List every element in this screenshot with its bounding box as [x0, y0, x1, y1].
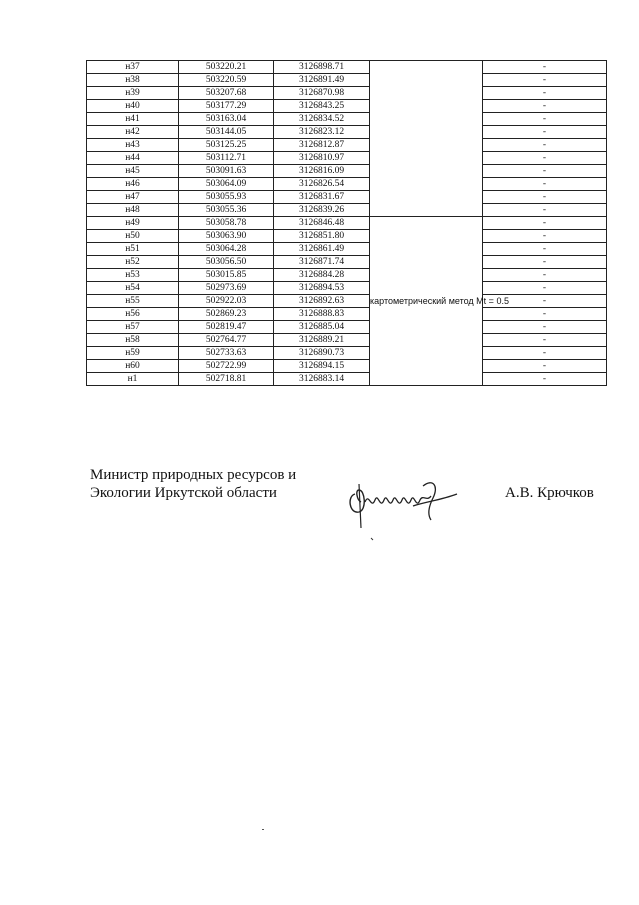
accuracy-mark-cell: - — [483, 256, 607, 269]
x-coordinate-cell: 503220.21 — [179, 61, 274, 74]
accuracy-mark-cell: - — [483, 126, 607, 139]
point-name-cell: н57 — [87, 321, 179, 334]
point-name-cell: н44 — [87, 152, 179, 165]
accuracy-mark-cell: - — [483, 204, 607, 217]
point-name-cell: н38 — [87, 74, 179, 87]
table-row — [87, 269, 607, 282]
accuracy-mark-cell: - — [483, 282, 607, 295]
point-name-cell: н59 — [87, 347, 179, 360]
table-row — [87, 243, 607, 256]
table-row — [87, 165, 607, 178]
y-coordinate-cell: 3126894.15 — [274, 360, 370, 373]
point-name-cell: н54 — [87, 282, 179, 295]
x-coordinate-cell: 502764.77 — [179, 334, 274, 347]
x-coordinate-cell: 503144.05 — [179, 126, 274, 139]
y-coordinate-cell: 3126884.28 — [274, 269, 370, 282]
accuracy-mark-cell: - — [483, 373, 607, 386]
table-row — [87, 87, 607, 100]
point-name-cell: н53 — [87, 269, 179, 282]
accuracy-mark-cell: - — [483, 295, 607, 308]
point-name-cell: н42 — [87, 126, 179, 139]
y-coordinate-cell: 3126810.97 — [274, 152, 370, 165]
x-coordinate-cell: 503055.93 — [179, 191, 274, 204]
x-coordinate-cell: 502973.69 — [179, 282, 274, 295]
x-coordinate-cell: 503091.63 — [179, 165, 274, 178]
y-coordinate-cell: 3126834.52 — [274, 113, 370, 126]
point-name-cell: н45 — [87, 165, 179, 178]
y-coordinate-cell: 3126870.98 — [274, 87, 370, 100]
y-coordinate-cell: 3126890.73 — [274, 347, 370, 360]
x-coordinate-cell: 503163.04 — [179, 113, 274, 126]
point-name-cell: н46 — [87, 178, 179, 191]
x-coordinate-cell: 502869.23 — [179, 308, 274, 321]
y-coordinate-cell: 3126885.04 — [274, 321, 370, 334]
table-row — [87, 295, 607, 308]
table-row — [87, 282, 607, 295]
accuracy-mark-cell: - — [483, 113, 607, 126]
accuracy-mark-cell: - — [483, 334, 607, 347]
table-row — [87, 178, 607, 191]
point-name-cell: н55 — [87, 295, 179, 308]
accuracy-mark-cell: - — [483, 87, 607, 100]
accuracy-mark-cell: - — [483, 217, 607, 230]
table-row — [87, 139, 607, 152]
x-coordinate-cell: 502722.99 — [179, 360, 274, 373]
x-coordinate-cell: 503058.78 — [179, 217, 274, 230]
x-coordinate-cell: 503207.68 — [179, 87, 274, 100]
method-cell-empty — [370, 61, 483, 217]
table-row — [87, 230, 607, 243]
y-coordinate-cell: 3126846.48 — [274, 217, 370, 230]
x-coordinate-cell: 503220.59 — [179, 74, 274, 87]
table-row — [87, 100, 607, 113]
table-row — [87, 373, 607, 386]
point-name-cell: н56 — [87, 308, 179, 321]
table-row — [87, 360, 607, 373]
point-name-cell: н1 — [87, 373, 179, 386]
x-coordinate-cell: 503064.09 — [179, 178, 274, 191]
point-name-cell: н48 — [87, 204, 179, 217]
point-name-cell: н52 — [87, 256, 179, 269]
x-coordinate-cell: 502922.03 — [179, 295, 274, 308]
accuracy-mark-cell: - — [483, 347, 607, 360]
point-name-cell: н51 — [87, 243, 179, 256]
y-coordinate-cell: 3126839.26 — [274, 204, 370, 217]
x-coordinate-cell: 503064.28 — [179, 243, 274, 256]
scan-speck — [262, 829, 264, 830]
point-name-cell: н43 — [87, 139, 179, 152]
x-coordinate-cell: 502819.47 — [179, 321, 274, 334]
accuracy-mark-cell: - — [483, 178, 607, 191]
x-coordinate-cell: 503015.85 — [179, 269, 274, 282]
x-coordinate-cell: 502718.81 — [179, 373, 274, 386]
accuracy-mark-cell: - — [483, 100, 607, 113]
accuracy-mark-cell: - — [483, 191, 607, 204]
table-row — [87, 204, 607, 217]
accuracy-mark-cell: - — [483, 269, 607, 282]
signer-name: А.В. Крючков — [505, 485, 594, 501]
y-coordinate-cell: 3126812.87 — [274, 139, 370, 152]
point-name-cell: н40 — [87, 100, 179, 113]
y-coordinate-cell: 3126861.49 — [274, 243, 370, 256]
table-row — [87, 308, 607, 321]
y-coordinate-cell: 3126898.71 — [274, 61, 370, 74]
y-coordinate-cell: 3126851.80 — [274, 230, 370, 243]
table-row — [87, 217, 607, 230]
position-line-2: Экологии Иркутской области — [90, 485, 277, 501]
x-coordinate-cell: 503125.25 — [179, 139, 274, 152]
point-name-cell: н50 — [87, 230, 179, 243]
table-row — [87, 191, 607, 204]
y-coordinate-cell: 3126843.25 — [274, 100, 370, 113]
method-cell: картометрический метод Mt = 0.5 — [370, 217, 483, 386]
point-name-cell: н49 — [87, 217, 179, 230]
y-coordinate-cell: 3126889.21 — [274, 334, 370, 347]
accuracy-mark-cell: - — [483, 152, 607, 165]
coordinates-table — [86, 60, 607, 386]
table-row — [87, 152, 607, 165]
x-coordinate-cell: 503063.90 — [179, 230, 274, 243]
x-coordinate-cell: 503112.71 — [179, 152, 274, 165]
signatory-position — [90, 466, 296, 502]
accuracy-mark-cell: - — [483, 139, 607, 152]
y-coordinate-cell: 3126831.67 — [274, 191, 370, 204]
y-coordinate-cell: 3126823.12 — [274, 126, 370, 139]
table-row — [87, 126, 607, 139]
point-name-cell: н41 — [87, 113, 179, 126]
y-coordinate-cell: 3126892.63 — [274, 295, 370, 308]
accuracy-mark-cell: - — [483, 321, 607, 334]
table-row — [87, 256, 607, 269]
accuracy-mark-cell: - — [483, 230, 607, 243]
point-name-cell: н39 — [87, 87, 179, 100]
x-coordinate-cell: 503177.29 — [179, 100, 274, 113]
point-name-cell: н58 — [87, 334, 179, 347]
accuracy-mark-cell: - — [483, 360, 607, 373]
point-name-cell: н47 — [87, 191, 179, 204]
accuracy-mark-cell: - — [483, 74, 607, 87]
y-coordinate-cell: 3126891.49 — [274, 74, 370, 87]
y-coordinate-cell: 3126888.83 — [274, 308, 370, 321]
x-coordinate-cell: 503056.50 — [179, 256, 274, 269]
accuracy-mark-cell: - — [483, 61, 607, 74]
y-coordinate-cell: 3126826.54 — [274, 178, 370, 191]
accuracy-mark-cell: - — [483, 243, 607, 256]
accuracy-mark-cell: - — [483, 165, 607, 178]
point-name-cell: н60 — [87, 360, 179, 373]
table-row — [87, 61, 607, 74]
accuracy-mark-cell: - — [483, 308, 607, 321]
table-row — [87, 74, 607, 87]
y-coordinate-cell: 3126894.53 — [274, 282, 370, 295]
y-coordinate-cell: 3126883.14 — [274, 373, 370, 386]
handwritten-signature — [345, 472, 465, 544]
point-name-cell: н37 — [87, 61, 179, 74]
y-coordinate-cell: 3126816.09 — [274, 165, 370, 178]
x-coordinate-cell: 502733.63 — [179, 347, 274, 360]
table-row — [87, 347, 607, 360]
coordinates-table-body — [87, 61, 607, 386]
y-coordinate-cell: 3126871.74 — [274, 256, 370, 269]
position-line-1: Министр природных ресурсов и — [90, 467, 297, 483]
table-row — [87, 334, 607, 347]
table-row — [87, 113, 607, 126]
x-coordinate-cell: 503055.36 — [179, 204, 274, 217]
table-row — [87, 321, 607, 334]
